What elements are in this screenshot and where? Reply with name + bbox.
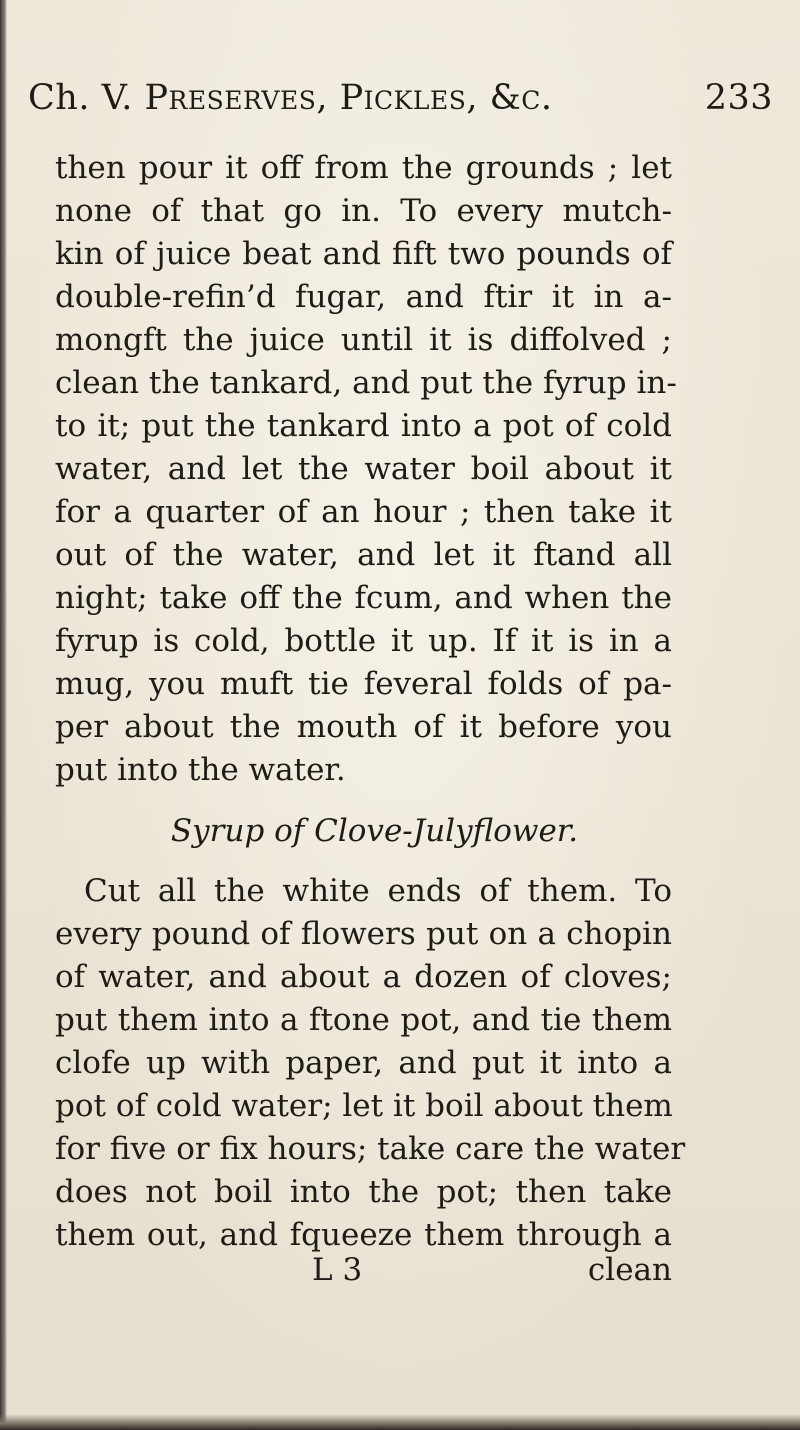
text-line: clean the tankard, and put the fyrup in- <box>55 365 677 401</box>
text-line: per about the mouth of it before you <box>55 709 672 745</box>
signature-mark: L 3 <box>312 1252 363 1288</box>
text-line: for a quarter of an hour ; then take it <box>55 494 672 530</box>
text-line: double-refin’d fugar, and ftir it in a- <box>55 279 672 315</box>
text-line: to it; put the tankard into a pot of cold <box>55 408 672 444</box>
text-line: fyrup is cold, bottle it up. If it is in a <box>55 623 672 659</box>
section-heading: Syrup of Clove-Julyflower. <box>170 813 579 849</box>
text-line: night; take off the fcum, and when the <box>55 580 672 616</box>
chapter-label: Ch. V. <box>28 78 133 118</box>
catchword: clean <box>587 1252 672 1288</box>
text-line: them out, and fqueeze them through a <box>55 1217 672 1253</box>
text-line: mug, you muft tie feveral folds of pa- <box>55 666 672 702</box>
text-line: every pound of flowers put on a chopin <box>55 916 672 952</box>
text-line: water, and let the water boil about it <box>55 451 672 487</box>
page-bottom-edge <box>0 1414 800 1430</box>
text-line: kin of juice beat and fift two pounds of <box>55 236 672 272</box>
running-head <box>28 78 773 128</box>
text-line: out of the water, and let it ftand all <box>55 537 672 573</box>
chapter-title: Preserves, Pickles, &c. <box>144 78 553 118</box>
text-line: for five or fix hours; take care the water <box>55 1131 686 1167</box>
text-line: none of that go in. To every mutch- <box>55 193 672 229</box>
page-number: 233 <box>704 78 773 118</box>
text-line: put into the water. <box>55 752 346 788</box>
text-line: mongft the juice until it is diffolved ; <box>55 322 672 358</box>
text-line: then pour it off from the grounds ; let <box>55 150 672 186</box>
text-line: Cut all the white ends of them. To <box>84 873 672 909</box>
text-line: pot of cold water; let it boil about them <box>55 1088 673 1124</box>
page-left-edge <box>0 0 7 1430</box>
text-line: does not boil into the pot; then take <box>55 1174 672 1210</box>
text-line: put them into a ftone pot, and tie them <box>55 1002 672 1038</box>
text-line: clofe up with paper, and put it into a <box>55 1045 672 1081</box>
text-line: of water, and about a dozen of cloves; <box>55 959 672 995</box>
